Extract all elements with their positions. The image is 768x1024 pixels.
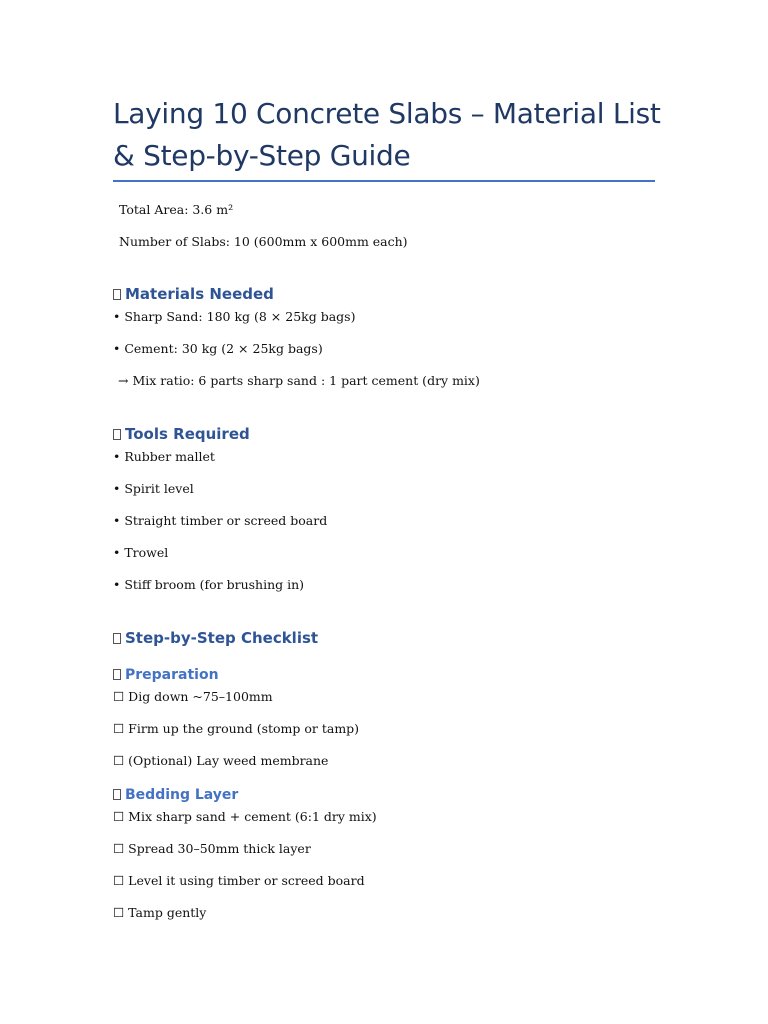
number-of-slabs-text: Number of Slabs: 10 (600mm x 600mm each)	[119, 234, 408, 249]
list-item: → Mix ratio: 6 parts sharp sand : 1 part cement (dry mix)	[118, 373, 480, 388]
list-item: • Spirit level	[113, 481, 194, 496]
list-item: • Sharp Sand: 180 kg (8 × 25kg bags)	[113, 309, 356, 324]
checklist-item: ☐ (Optional) Lay weed membrane	[113, 753, 329, 768]
bedding-heading-label: Bedding Layer	[125, 787, 239, 803]
bedding-heading	[113, 786, 238, 804]
tools-heading-label: Tools Required	[125, 425, 250, 443]
checklist-heading	[113, 628, 318, 648]
checklist-item: ☐ Tamp gently	[113, 905, 207, 920]
checklist-item: ☐ Firm up the ground (stomp or tamp)	[113, 721, 360, 736]
missing-emoji-icon	[113, 789, 121, 800]
missing-emoji-icon	[113, 669, 121, 680]
list-item: • Stiff broom (for brushing in)	[113, 577, 305, 592]
document-title: Laying 10 Concrete Slabs – Material List & Step-by-Step Guide	[113, 97, 661, 172]
checklist-item: ☐ Level it using timber or screed board	[113, 873, 365, 888]
checklist-item: ☐ Dig down ~75–100mm	[113, 689, 273, 704]
checklist-item: ☐ Mix sharp sand + cement (6:1 dry mix)	[113, 809, 377, 824]
checklist-item: ☐ Spread 30–50mm thick layer	[113, 841, 311, 856]
missing-emoji-icon	[113, 429, 121, 440]
checklist-heading-label: Step-by-Step Checklist	[125, 629, 319, 647]
preparation-heading	[113, 666, 219, 684]
total-area-text: Total Area: 3.6 m²	[119, 202, 234, 217]
materials-heading-label: Materials Needed	[125, 285, 274, 303]
missing-emoji-icon	[113, 633, 121, 644]
title-underline	[113, 180, 655, 182]
list-item: • Cement: 30 kg (2 × 25kg bags)	[113, 341, 323, 356]
list-item: • Straight timber or screed board	[113, 513, 328, 528]
materials-heading	[113, 284, 274, 304]
missing-emoji-icon	[113, 289, 121, 300]
list-item: • Trowel	[113, 545, 169, 560]
preparation-heading-label: Preparation	[125, 667, 219, 683]
list-item: • Rubber mallet	[113, 449, 215, 464]
tools-heading	[113, 424, 250, 444]
